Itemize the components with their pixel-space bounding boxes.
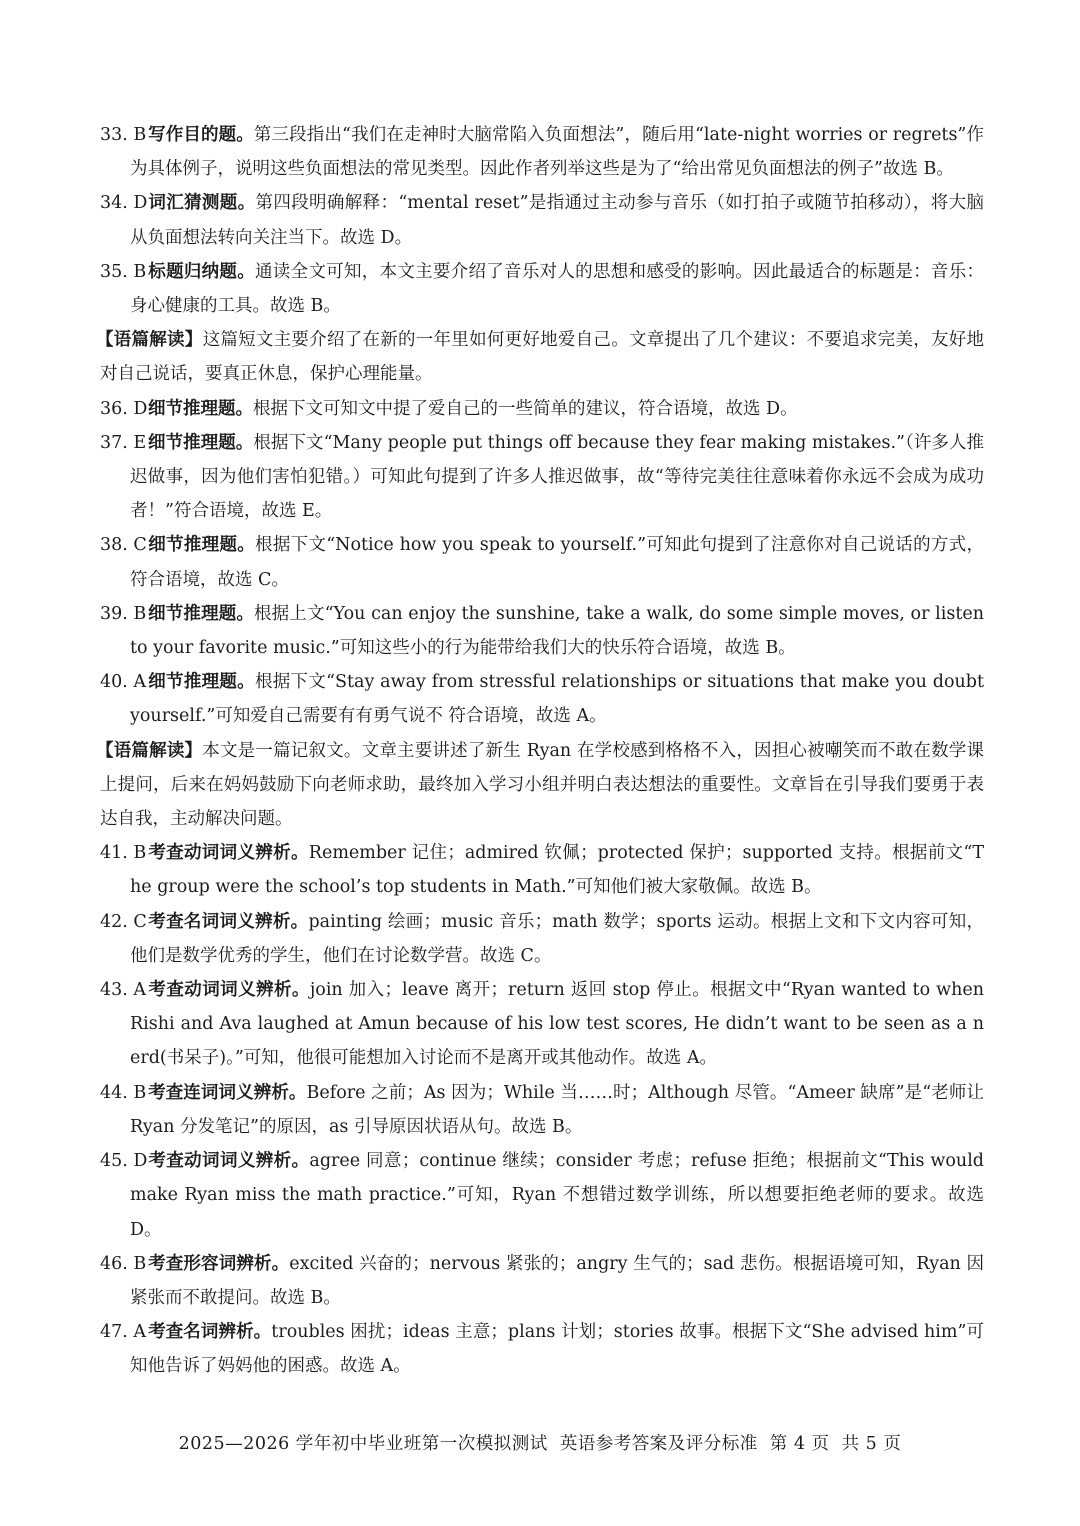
question-type: 考查形容词辨析。 bbox=[148, 1253, 290, 1274]
answer-number: 35. B bbox=[100, 261, 147, 282]
answer-number: 42. C bbox=[100, 911, 147, 932]
question-type: 考查名词词义辨析。 bbox=[148, 911, 309, 932]
answer-number: 43. A bbox=[100, 980, 147, 1001]
answer-item-35 bbox=[100, 255, 984, 323]
question-type: 标题归纳题。 bbox=[148, 261, 256, 282]
answer-explanation: 根据上文“You can enjoy the sunshine, take a walk, do some simple moves, or listen to your favorite music.”可知这些小的行为能带给我们大的快乐符合语境，故选 B。 bbox=[130, 603, 984, 659]
analysis-text: 这篇短文主要介绍了在新的一年里如何更好地爱自己。文章提出了几个建议：不要追求完美，友好地对自己说话，要真正休息，保护心理能量。 bbox=[100, 330, 984, 385]
answer-number: 33. B bbox=[100, 125, 147, 145]
answer-explanation: 第三段指出“我们在走神时大脑常陷入负面想法”，随后用“late-night worries or regrets”作为具体例子，说明这些负面想法的常见类型。因此作者列举这些是为了“给出常见负面想法的例子”故选 B。 bbox=[130, 125, 985, 180]
answer-item-37 bbox=[100, 426, 984, 529]
footer-page-number: 第 4 页 bbox=[769, 1434, 830, 1454]
answer-explanation: Before 之前；As 因为；While 当……时；Although 尽管。“Ameer 缺席”是“老师让 Ryan 分发笔记”的原因，as 引导原因状语从句。故选 B。 bbox=[130, 1082, 984, 1137]
analysis-label: 【语篇解读】 bbox=[96, 740, 203, 761]
answer-explanation: excited 兴奋的；nervous 紧张的；angry 生气的；sad 悲伤。根据语境可知，Ryan 因紧张而不敢提问。故选 B。 bbox=[130, 1253, 984, 1308]
answer-number: 46. B bbox=[100, 1253, 147, 1274]
question-type: 考查动词词义辨析。 bbox=[148, 843, 309, 864]
answer-item-42 bbox=[100, 905, 984, 973]
analysis-label: 【语篇解读】 bbox=[96, 330, 203, 351]
answer-item-36 bbox=[100, 392, 984, 426]
question-type: 考查动词词义辨析。 bbox=[148, 1151, 310, 1172]
answer-number: 44. B bbox=[100, 1082, 147, 1103]
question-type: 考查动词词义辨析。 bbox=[148, 980, 310, 1001]
answer-item-47 bbox=[100, 1315, 984, 1383]
question-type: 考查连词词义辨析。 bbox=[148, 1082, 307, 1103]
answer-number: 41. B bbox=[100, 843, 147, 864]
question-type: 细节推理题。 bbox=[148, 535, 256, 556]
answer-explanation: 通读全文可知，本文主要介绍了音乐对人的思想和感受的影响。因此最适合的标题是：音乐：身心健康的工具。故选 B。 bbox=[130, 261, 985, 317]
answer-item-38 bbox=[100, 528, 984, 596]
question-type: 写作目的题。 bbox=[148, 125, 254, 145]
answer-number: 39. B bbox=[100, 603, 147, 624]
answer-number: 37. E bbox=[100, 432, 147, 453]
answer-number: 40. A bbox=[100, 672, 147, 693]
question-type: 细节推理题。 bbox=[148, 603, 255, 624]
question-type: 细节推理题。 bbox=[148, 398, 253, 419]
answer-item-41 bbox=[100, 836, 984, 904]
answer-item-34 bbox=[100, 186, 984, 254]
question-type: 细节推理题。 bbox=[148, 432, 254, 453]
answers-group-41-47 bbox=[100, 836, 984, 1383]
answer-explanation: 第四段明确解释：“mental reset”是指通过主动参与音乐（如打拍子或随节拍移动），将大脑从负面想法转向关注当下。故选 D。 bbox=[130, 193, 984, 248]
passage-analysis-1 bbox=[96, 323, 984, 391]
answer-explanation: 根据下文“Notice how you speak to yourself.”可知此句提到了注意你对自己说话的方式，符合语境，故选 C。 bbox=[130, 535, 985, 590]
footer-subject: 英语参考答案及评分标准 bbox=[559, 1434, 758, 1454]
answer-explanation: Remember 记住；admired 钦佩；protected 保护；supported 支持。根据前文“The group were the school’s top students in Math.”可知他们被大家敬佩。故选 B。 bbox=[130, 843, 985, 898]
answer-item-43 bbox=[100, 973, 984, 1076]
footer-exam-title: 2025—2026 学年初中毕业班第一次模拟测试 bbox=[178, 1434, 548, 1454]
answer-item-45 bbox=[100, 1144, 984, 1247]
answers-group-33-35 bbox=[100, 118, 984, 323]
answer-number: 47. A bbox=[100, 1322, 147, 1343]
answer-explanation: 根据下文可知文中提了爱自己的一些简单的建议，符合语境，故选 D。 bbox=[253, 398, 798, 419]
answer-number: 45. D bbox=[100, 1151, 148, 1172]
page-footer bbox=[0, 1430, 1080, 1455]
analysis-text: 本文是一篇记叙文。文章主要讲述了新生 Ryan 在学校感到格格不入，因担心被嘲笑而不敢在数学课上提问，后来在妈妈鼓励下向老师求助，最终加入学习小组并明白表达想法的重要性。文章旨在引导我们要勇于表达自我，主动解决问题。 bbox=[100, 740, 984, 830]
question-type: 考查名词辨析。 bbox=[148, 1322, 272, 1343]
answer-item-33 bbox=[100, 118, 984, 186]
answer-explanation: 根据下文“Many people put things off because they fear making mistakes.”（许多人推迟做事，因为他们害怕犯错。）可知此句提到了许多人推迟做事，故“等待完美往往意味着你永远不会成为成功者！”符合语境，故选 E。 bbox=[130, 432, 985, 522]
answer-number: 38. C bbox=[100, 535, 147, 556]
answer-item-40 bbox=[100, 665, 984, 733]
answer-item-46 bbox=[100, 1247, 984, 1315]
answer-number: 34. D bbox=[100, 193, 148, 214]
question-type: 词汇猜测题。 bbox=[148, 193, 256, 214]
footer-total-pages: 共 5 页 bbox=[841, 1434, 902, 1454]
answer-explanation: 根据下文“Stay away from stressful relationships or situations that make you doubt yourself.”可知爱自己需要有有勇气说不 符合语境，故选 A。 bbox=[130, 672, 984, 727]
passage-analysis-2 bbox=[96, 734, 984, 837]
question-type: 细节推理题。 bbox=[148, 672, 255, 693]
answers-group-36-40 bbox=[100, 392, 984, 734]
answer-explanation: painting 绘画；music 音乐；math 数学；sports 运动。根据上文和下文内容可知，他们是数学优秀的学生，他们在讨论数学营。故选 C。 bbox=[130, 911, 985, 966]
answer-item-39 bbox=[100, 597, 984, 665]
answer-explanation: join 加入；leave 离开；return 返回 stop 停止。根据文中“Ryan wanted to when Rishi and Ava laughed at Amun because of his low test scores, He didn’t want to be seen as a nerd(书呆子)。”可知，他很可能想加入讨论而不是离开或其他动作。故选 A。 bbox=[130, 980, 985, 1069]
answer-explanation: troubles 困扰；ideas 主意；plans 计划；stories 故事。根据下文“She advised him”可知他告诉了妈妈他的困惑。故选 A。 bbox=[130, 1322, 985, 1377]
answer-item-44 bbox=[100, 1076, 984, 1144]
answer-explanation: agree 同意；continue 继续；consider 考虑；refuse 拒绝；根据前文“This would make Ryan miss the math practice.”可知，Ryan 不想错过数学训练，所以想要拒绝老师的要求。故选 D。 bbox=[130, 1151, 985, 1240]
answer-number: 36. D bbox=[100, 398, 148, 419]
